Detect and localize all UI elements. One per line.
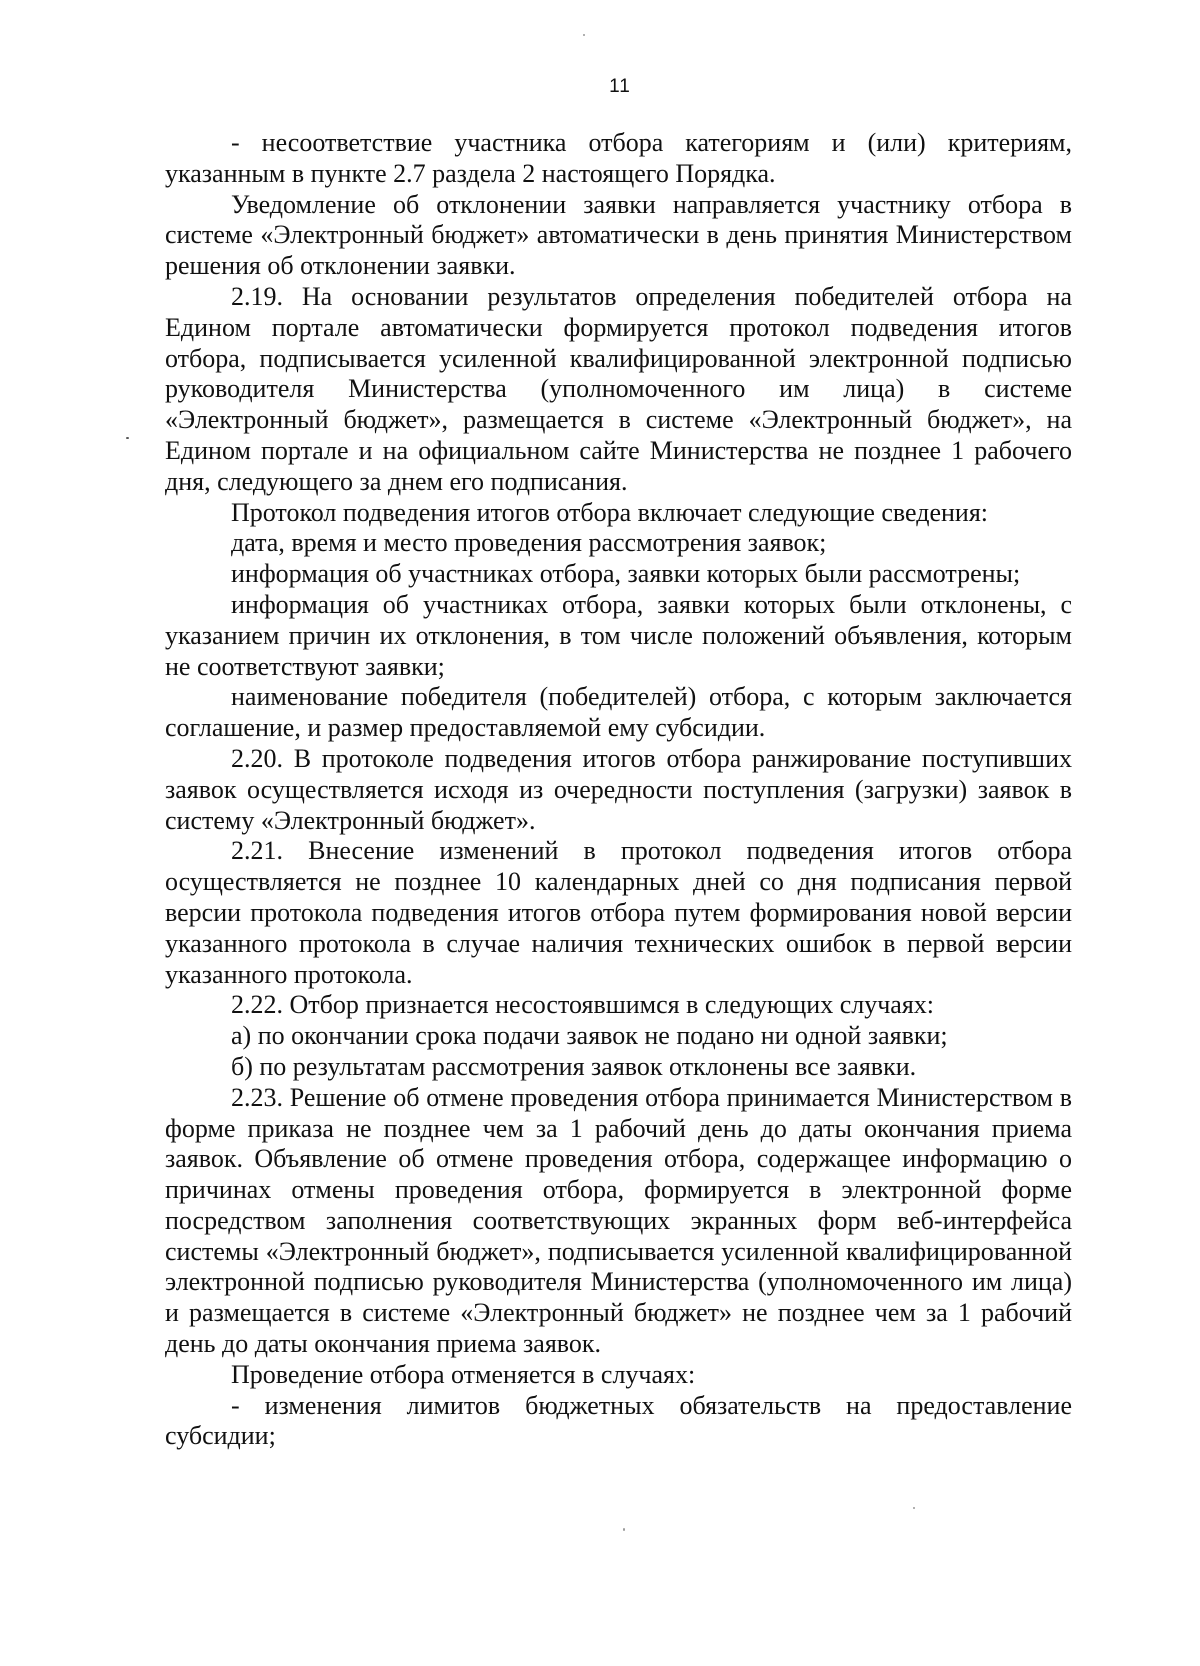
scan-speck xyxy=(913,1507,915,1509)
list-item-rejected-participants: информация об участниках отбора, заявки которых были отклонены, с указанием причин их отклонения, в том числе положений объявления, которым не соответствуют заявки; xyxy=(165,589,1072,681)
scan-speck xyxy=(623,1528,625,1531)
scan-speck xyxy=(583,34,585,36)
paragraph-cancellation-cases: Проведение отбора отменяется в случаях: xyxy=(231,1359,696,1389)
document-body xyxy=(165,128,1072,1452)
scan-speck xyxy=(126,437,129,439)
paragraph-2-20: 2.20. В протоколе подведения итогов отбора ранжирование поступивших заявок осуществляется исходя из очередности поступления (загрузки) заявок в систему «Электронный бюджет». xyxy=(165,743,1072,835)
paragraph-2-21: 2.21. Внесение изменений в протокол подведения итогов отбора осуществляется не позднее 10 календарных дней со дня подписания первой версии протокола подведения итогов отбора путем формирования новой версии указанного протокола в случае наличия технических ошибок в первой версии указанного протокола. xyxy=(165,836,1072,989)
list-item-winner: наименование победителя (победителей) отбора, с которым заключается соглашение, и размер предоставляемой ему субсидии. xyxy=(165,682,1072,743)
paragraph-rejection-notice: Уведомление об отклонении заявки направляется участнику отбора в системе «Электронный бюджет» автоматически в день принятия Министерством решения об отклонении заявки. xyxy=(165,189,1072,281)
list-item-no-applications: а) по окончании срока подачи заявок не подано ни одной заявки; xyxy=(231,1021,948,1051)
paragraph-criteria-mismatch: - несоответствие участника отбора категориям и (или) критериям, указанным в пункте 2.7 раздела 2 настоящего Порядка. xyxy=(165,128,1072,188)
paragraph-2-22: 2.22. Отбор признается несостоявшимся в следующих случаях: xyxy=(231,990,935,1020)
paragraph-protocol-contents: Протокол подведения итогов отбора включает следующие сведения: xyxy=(231,497,988,527)
page-number: 11 xyxy=(609,76,631,97)
paragraph-2-19: 2.19. На основании результатов определения победителей отбора на Едином портале автоматически формируется протокол подведения итогов отбора, подписывается усиленной квалифицированной электронной подписью руководителя Министерства (уполномоченного им лица) в системе «Электронный бюджет», размещается в системе «Электронный бюджет», на Едином портале и на официальном сайте Министерства не позднее 1 рабочего дня, следующего за днем его подписания. xyxy=(165,281,1072,496)
list-item-reviewed-participants: информация об участниках отбора, заявки которых были рассмотрены; xyxy=(231,559,1021,589)
paragraph-2-23: 2.23. Решение об отмене проведения отбора принимается Министерством в форме приказа не позднее чем за 1 рабочий день до даты окончания приема заявок. Объявление об отмене проведения отбора, содержащее информацию о причинах отмены проведения отбора, формируется в электронной форме посредством заполнения соответствующих экранных форм веб-интерфейса системы «Электронный бюджет», подписывается усиленной квалифицированной электронной подписью руководителя Министерства (уполномоченного им лица) и размещается в системе «Электронный бюджет» не позднее чем за 1 рабочий день до даты окончания приема заявок. xyxy=(165,1082,1072,1359)
list-item-all-rejected: б) по результатам рассмотрения заявок отклонены все заявки. xyxy=(231,1051,917,1081)
list-item-budget-limits: - изменения лимитов бюджетных обязательств на предоставление субсидии; xyxy=(165,1390,1072,1451)
list-item-date-time-place: дата, время и место проведения рассмотрения заявок; xyxy=(231,528,827,558)
